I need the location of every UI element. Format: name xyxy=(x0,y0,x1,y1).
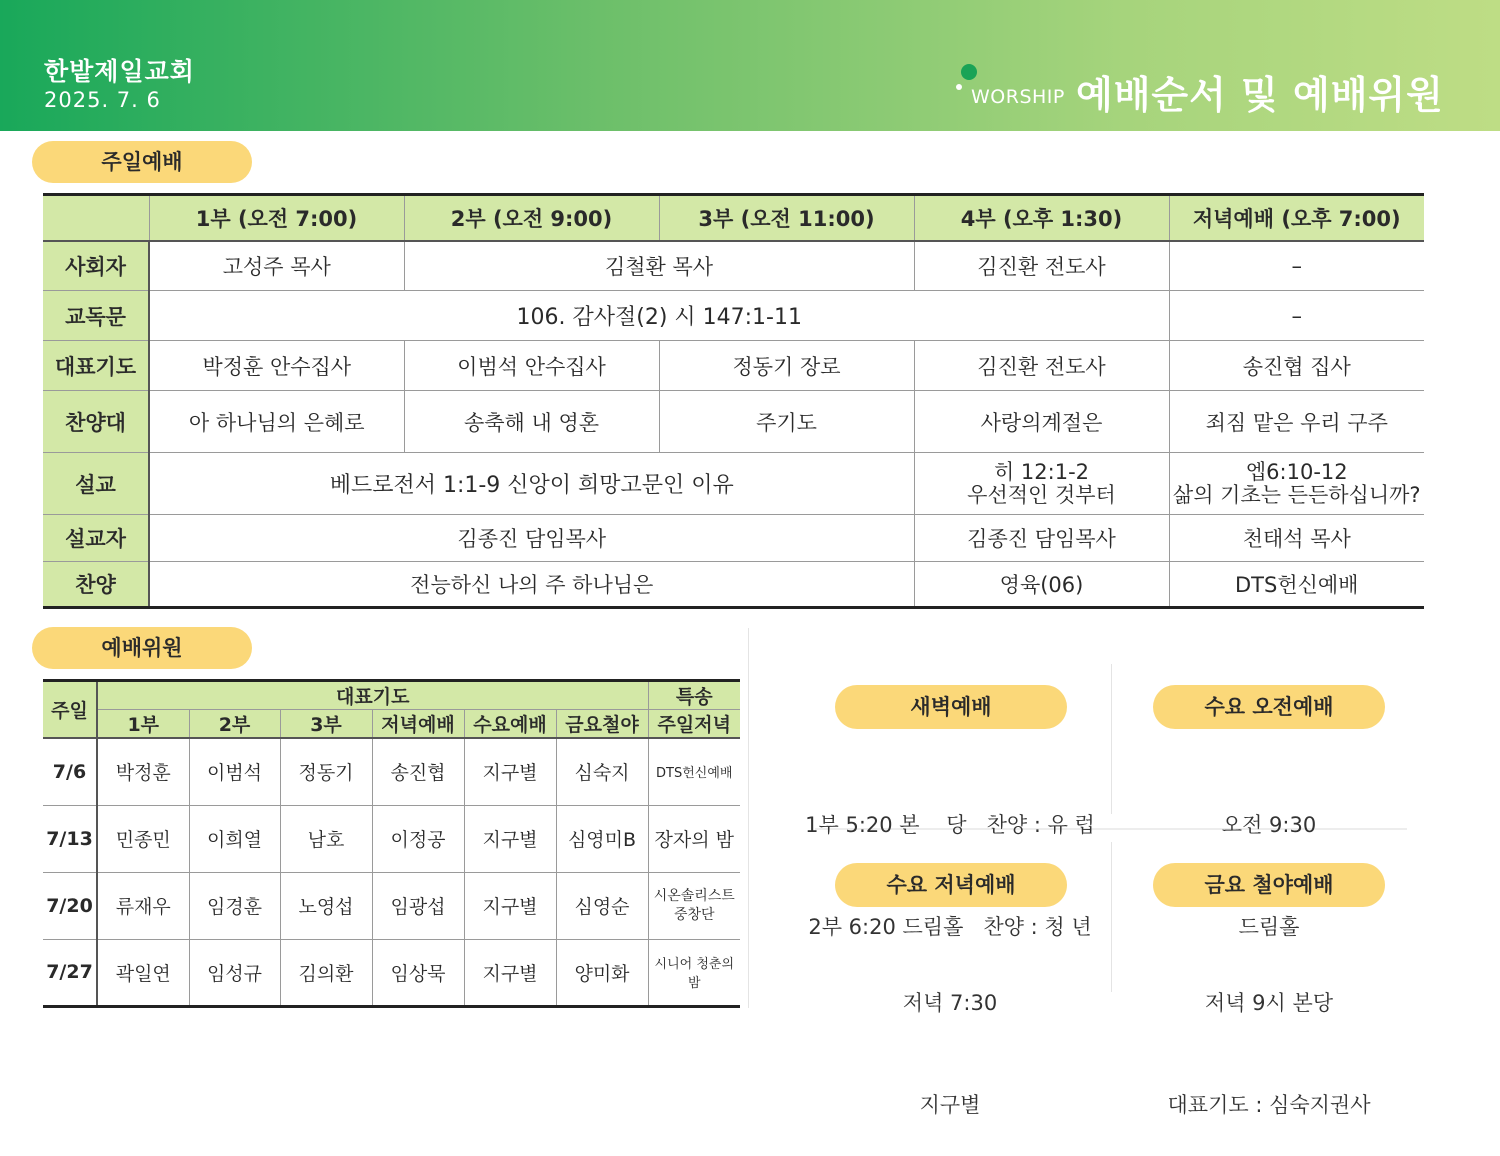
column-header: 3부 xyxy=(280,710,372,739)
table-cell: 심영미B xyxy=(556,805,648,872)
service-line: 2부 6:20 드림홀 찬양 : 청 년 xyxy=(808,915,1092,939)
committee-header-row xyxy=(43,681,740,710)
week-cell: 7/6 xyxy=(43,738,97,805)
table-cell: 남호 xyxy=(280,805,372,872)
table-cell: 정동기 장로 xyxy=(659,341,914,391)
table-cell: 전능하신 나의 주 하나님은 xyxy=(149,562,914,608)
table-row xyxy=(43,805,740,872)
table-cell: 베드로전서 1:1-9 신앙이 희망고문인 이유 xyxy=(149,453,914,515)
table-cell: 박정훈 xyxy=(97,738,189,805)
table-cell: – xyxy=(1169,241,1424,291)
table-cell: 이희열 xyxy=(189,805,280,872)
table-cell: 임성규 xyxy=(189,939,280,1006)
table-cell: 김철환 목사 xyxy=(404,241,914,291)
white-dot-icon xyxy=(956,84,962,90)
panel-divider xyxy=(1111,664,1112,814)
service-line: 저녁 7:30 xyxy=(902,991,998,1015)
table-row xyxy=(43,241,1424,291)
wed-evening-service-info xyxy=(795,918,1105,1156)
prayer-group-header: 대표기도 xyxy=(97,681,648,710)
committee-title: 예배위원 xyxy=(32,627,252,669)
bulletin-date: 2025. 7. 6 xyxy=(44,88,161,112)
panel-divider xyxy=(1111,842,1112,992)
table-cell: DTS헌신예배 xyxy=(648,738,740,805)
wed-evening-service-title: 수요 저녁예배 xyxy=(835,863,1067,907)
table-cell: 류재우 xyxy=(97,872,189,939)
table-cell: 김종진 담임목사 xyxy=(149,515,914,562)
column-header: 2부 xyxy=(189,710,280,739)
table-row xyxy=(43,872,740,939)
table-cell: 임광섭 xyxy=(372,872,464,939)
table-cell xyxy=(914,453,1169,515)
table-cell: 지구별 xyxy=(464,805,556,872)
table-row xyxy=(43,341,1424,391)
friday-service-info xyxy=(1130,918,1408,1156)
table-cell: 천태석 목사 xyxy=(1169,515,1424,562)
column-header: 금요철야 xyxy=(556,710,648,739)
sunday-service-table xyxy=(43,193,1424,609)
service-line: 저녁 9시 본당 xyxy=(1204,991,1334,1015)
week-cell: 7/13 xyxy=(43,805,97,872)
green-dot-icon xyxy=(961,64,977,80)
table-cell: 양미화 xyxy=(556,939,648,1006)
table-cell: 지구별 xyxy=(464,872,556,939)
table-row xyxy=(43,391,1424,453)
column-header: 저녁예배 (오후 7:00) xyxy=(1169,195,1424,241)
friday-service-title: 금요 철야예배 xyxy=(1153,863,1385,907)
table-cell: 김의환 xyxy=(280,939,372,1006)
table-cell: 영육(06) xyxy=(914,562,1169,608)
column-header: 수요예배 xyxy=(464,710,556,739)
row-header: 설교 xyxy=(43,453,149,515)
panel-divider xyxy=(748,628,749,1008)
table-cell: 노영섭 xyxy=(280,872,372,939)
table-cell: 김종진 담임목사 xyxy=(914,515,1169,562)
table-cell xyxy=(1169,453,1424,515)
table-row xyxy=(43,939,740,1006)
page-header xyxy=(0,0,1500,131)
column-header: 1부 xyxy=(97,710,189,739)
table-cell: 임상묵 xyxy=(372,939,464,1006)
sunday-service-title: 주일예배 xyxy=(32,141,252,183)
service-line: 1부 5:20 본 당 찬양 : 유 럽 xyxy=(805,813,1095,837)
service-line: 대표기도 : 심숙지권사 xyxy=(1167,1093,1371,1117)
wed-morning-service-title: 수요 오전예배 xyxy=(1153,685,1385,729)
table-cell: 송진협 xyxy=(372,738,464,805)
table-row xyxy=(43,515,1424,562)
table-row xyxy=(43,738,740,805)
corner-cell xyxy=(43,195,149,241)
service-line: 지구별 xyxy=(919,1093,981,1117)
table-row xyxy=(43,291,1424,341)
row-header: 교독문 xyxy=(43,291,149,341)
committee-table xyxy=(43,679,740,1008)
sermon-title: 우선적인 것부터 xyxy=(967,482,1116,507)
table-cell: 106. 감사절(2) 시 147:1-11 xyxy=(149,291,1169,341)
column-header: 2부 (오전 9:00) xyxy=(404,195,659,241)
table-cell: 곽일연 xyxy=(97,939,189,1006)
table-cell: 지구별 xyxy=(464,738,556,805)
week-header: 주일 xyxy=(43,681,97,739)
table-cell: 김진환 전도사 xyxy=(914,341,1169,391)
table-cell: 심영순 xyxy=(556,872,648,939)
table-cell: 심숙지 xyxy=(556,738,648,805)
row-header: 찬양 xyxy=(43,562,149,608)
dawn-service-title: 새벽예배 xyxy=(835,685,1067,729)
table-cell: 이정공 xyxy=(372,805,464,872)
table-cell: 민종민 xyxy=(97,805,189,872)
table-header-row xyxy=(43,195,1424,241)
table-cell: 이범석 xyxy=(189,738,280,805)
row-header: 대표기도 xyxy=(43,341,149,391)
table-cell: 사랑의계절은 xyxy=(914,391,1169,453)
table-cell: – xyxy=(1169,291,1424,341)
service-line: 드림홀 xyxy=(1238,915,1300,939)
section-title: 예배순서 및 예배위원 xyxy=(1076,73,1444,117)
table-cell: 임경훈 xyxy=(189,872,280,939)
special-group-header: 특송 xyxy=(648,681,740,710)
sermon-title: 삶의 기초는 든든하십니까? xyxy=(1172,482,1421,507)
table-cell: 송축해 내 영혼 xyxy=(404,391,659,453)
table-cell: 고성주 목사 xyxy=(149,241,404,291)
table-row xyxy=(43,453,1424,515)
column-header: 4부 (오후 1:30) xyxy=(914,195,1169,241)
week-cell: 7/27 xyxy=(43,939,97,1006)
table-cell: 주기도 xyxy=(659,391,914,453)
table-cell: 시니어 청춘의밤 xyxy=(648,939,740,1006)
sermon-reference: 히 12:1-2 xyxy=(993,459,1090,484)
row-header: 설교자 xyxy=(43,515,149,562)
table-cell: DTS헌신예배 xyxy=(1169,562,1424,608)
committee-subheader-row xyxy=(43,710,740,739)
row-header: 사회자 xyxy=(43,241,149,291)
column-header: 3부 (오전 11:00) xyxy=(659,195,914,241)
table-cell: 정동기 xyxy=(280,738,372,805)
table-cell: 김진환 전도사 xyxy=(914,241,1169,291)
section-label-en: WORSHIP xyxy=(971,86,1065,108)
table-cell: 시온솔리스트 중창단 xyxy=(648,872,740,939)
table-cell: 이범석 안수집사 xyxy=(404,341,659,391)
row-header: 찬양대 xyxy=(43,391,149,453)
table-cell: 지구별 xyxy=(464,939,556,1006)
sermon-reference: 엡6:10-12 xyxy=(1245,459,1348,484)
table-row xyxy=(43,562,1424,608)
table-cell: 장자의 밤 xyxy=(648,805,740,872)
column-header: 주일저녁 xyxy=(648,710,740,739)
column-header: 저녁예배 xyxy=(372,710,464,739)
table-cell: 아 하나님의 은혜로 xyxy=(149,391,404,453)
table-cell: 죄짐 맡은 우리 구주 xyxy=(1169,391,1424,453)
table-cell: 박정훈 안수집사 xyxy=(149,341,404,391)
column-header: 1부 (오전 7:00) xyxy=(149,195,404,241)
church-name: 한밭제일교회 xyxy=(44,57,195,86)
week-cell: 7/20 xyxy=(43,872,97,939)
service-line: 오전 9:30 xyxy=(1221,813,1317,837)
table-cell: 송진협 집사 xyxy=(1169,341,1424,391)
